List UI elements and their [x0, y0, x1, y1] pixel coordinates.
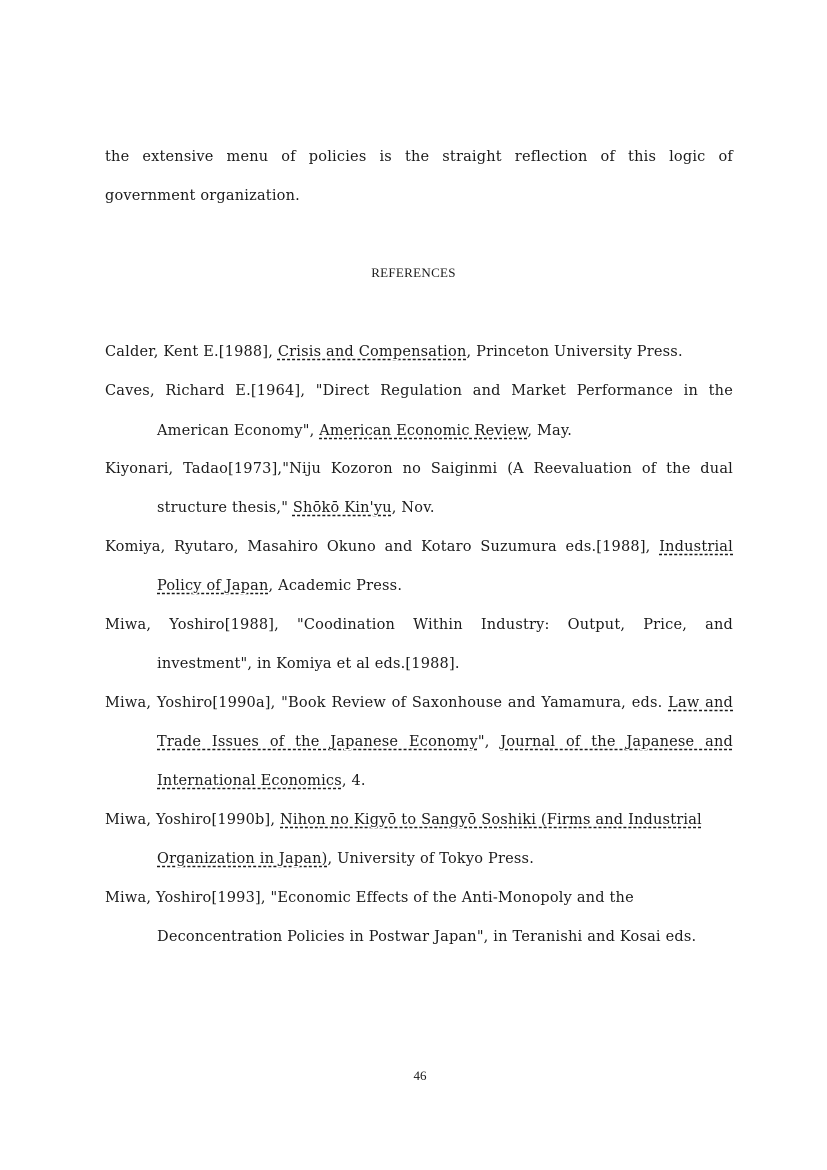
- references-heading: REFERENCES: [371, 265, 456, 280]
- reference-komiya-line-2: Policy of Japan, Academic Press.: [157, 578, 403, 594]
- reference-miwa-1990b-line-2: Organization in Japan), University of Tokyo Press.: [157, 851, 534, 867]
- body-line-2: [105, 186, 733, 206]
- body-text: the extensive menu of policies is the straight reflection of this logic of: [105, 149, 733, 165]
- journal-title: American Economic Review: [319, 423, 528, 439]
- reference-kiyonari-line-2: structure thesis," Shōkō Kin'yu, Nov.: [157, 500, 435, 516]
- body-text: government organization.: [105, 188, 300, 204]
- reference-caves-line-2: American Economy", American Economic Review, May.: [157, 423, 573, 439]
- reference-miwa-1988-line-2: investment", in Komiya et al eds.[1988].: [157, 656, 460, 672]
- reference-kiyonari-line-1: Kiyonari, Tadao[1973],"Niju Kozoron no Saiginmi (A Reevaluation of the dual: [105, 461, 733, 477]
- page-number: 46: [413, 1068, 427, 1083]
- reference-calder: Calder, Kent E.[1988], Crisis and Compensation, Princeton University Press.: [105, 344, 683, 360]
- body-line-1: [105, 147, 733, 167]
- reference-miwa-1990b-line-1: Miwa, Yoshiro[1990b], Nihon no Kigyō to Sangyō Soshiki (Firms and Industrial: [105, 812, 702, 828]
- book-title: Crisis and Compensation: [277, 344, 467, 360]
- reference-miwa-1993-line-1: Miwa, Yoshiro[1993], "Economic Effects of the Anti-Monopoly and the: [105, 890, 634, 906]
- journal-title: International Economics: [157, 773, 342, 789]
- book-title: Organization in Japan): [157, 851, 328, 867]
- book-title: Policy of Japan: [157, 578, 269, 594]
- reference-miwa-1993-line-2: Deconcentration Policies in Postwar Japan", in Teranishi and Kosai eds.: [157, 929, 697, 945]
- reference-komiya-line-1: Komiya, Ryutaro, Masahiro Okuno and Kotaro Suzumura eds.[1988], Industrial: [105, 539, 733, 555]
- reference-miwa-1990a-line-3: International Economics, 4.: [157, 773, 366, 789]
- book-title: Law and: [668, 695, 734, 711]
- journal-title: Shōkō Kin'yu: [292, 500, 392, 516]
- reference-miwa-1990a-line-2: Trade Issues of the Japanese Economy", Journal of the Japanese and: [157, 734, 733, 750]
- book-title: Nihon no Kigyō to Sangyō Soshiki (Firms and Industrial: [280, 812, 702, 828]
- reference-caves-line-1: Caves, Richard E.[1964], "Direct Regulation and Market Performance in the: [105, 383, 733, 399]
- reference-miwa-1990a-line-1: Miwa, Yoshiro[1990a], "Book Review of Saxonhouse and Yamamura, eds. Law and: [105, 695, 734, 711]
- reference-miwa-1988-line-1: Miwa, Yoshiro[1988], "Coodination Within Industry: Output, Price, and: [105, 617, 733, 633]
- book-title: Trade Issues of the Japanese Economy: [157, 734, 478, 750]
- journal-title: Journal of the Japanese and: [500, 734, 733, 750]
- book-title: Industrial: [659, 539, 733, 555]
